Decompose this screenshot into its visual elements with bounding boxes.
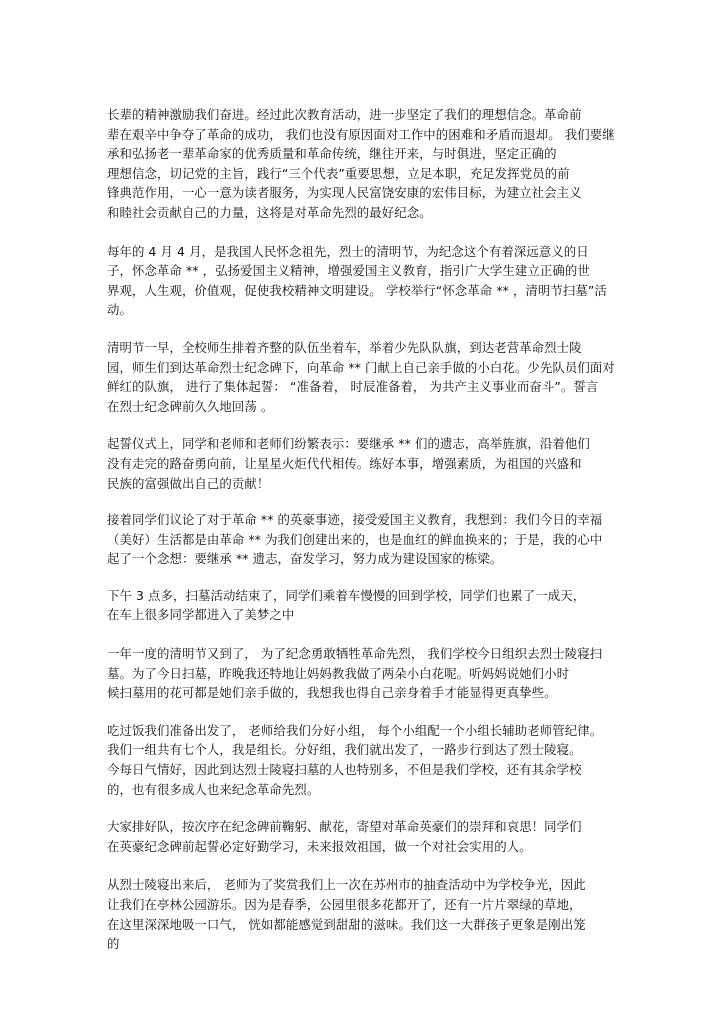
text-line: 吃过饭我们准备出发了， 老师给我们分好小组， 每个小组配一个小组长辅助老师管纪律。 xyxy=(107,722,603,738)
text-line: 辈在艰辛中争夺了革命的成功， 我们也没有原因面对工作中的困难和矛盾而退却。 我们要继 xyxy=(107,126,615,142)
paragraph-4 xyxy=(107,434,612,493)
text-line: 清明节一早，全校师生排着齐整的队伍坐着车，举着少先队队旗，到达老营革命烈士陵 xyxy=(107,339,582,355)
text-line: 动。 xyxy=(107,302,132,318)
text-line: 我们一组共有七个人，我是组长。分好组，我们就出发了，一路步行到达了烈士陵寝。 xyxy=(107,742,582,758)
paragraph-3 xyxy=(107,338,615,416)
text-line: 在这里深深地吸一口气， 恍如都能感觉到甜甜的滋味。我们这一大群孩子更象是刚出笼 xyxy=(107,916,586,932)
paragraph-1 xyxy=(107,105,615,223)
text-line: 和睦社会贡献自己的力量，这将是对革命先烈的最好纪念。 xyxy=(107,204,432,220)
text-line: 民族的富强做出自己的贡献！ xyxy=(107,475,270,491)
paragraph-10 xyxy=(107,875,612,953)
text-line: 从烈士陵寝出来后， 老师为了奖赏我们上一次在苏州市的抽查活动中为学校争光，因此 xyxy=(107,877,586,893)
text-line: （美好）生活都是由革命 ** 为我们创建出来的，也是血红的鲜血换来的；于是，我的心中 xyxy=(107,531,603,547)
text-line: 界观，人生观，价值观，促使我校精神文明建设。 学校举行“怀念革命 ** ，清明节扫墓”活 xyxy=(107,282,607,298)
text-line: 鲜红的队旗， 进行了集体起誓： “准备着， 时辰准备着， 为共产主义事业而奋斗”。誓言 xyxy=(107,379,599,395)
text-line: 墓。为了今日扫墓，昨晚我还特地让妈妈教我做了两朵小白花呢。听妈妈说她们小时 xyxy=(107,665,570,681)
text-line: 承和弘扬老一辈革命家的优秀质量和革命传统，继往开来，与时俱进，坚定正确的 xyxy=(107,146,557,162)
text-line: 下午 3 点多，扫墓活动结束了，同学们乘着车慢慢的回到学校，同学们也累了一成天， xyxy=(107,587,586,603)
paragraph-5 xyxy=(107,510,612,569)
text-line: 长辈的精神激励我们奋进。经过此次教育活动，进一步坚定了我们的理想信念。革命前 xyxy=(107,107,582,122)
paragraph-7 xyxy=(107,644,612,703)
paragraph-8 xyxy=(107,721,612,799)
text-line: 在车上很多同学都进入了美梦之中 xyxy=(107,607,295,623)
text-line: 今每日气情好，因此到达烈士陵寝扫墓的人也特别多，不但是我们学校，还有其余学校 xyxy=(107,762,582,778)
text-line: 在英豪纪念碑前起誓必定好勤学习，未来报效祖国，做一个对社会实用的人。 xyxy=(107,838,532,854)
text-line: 让我们在亭林公园游乐。因为是春季，公园里很多花都开了，还有一片片翠绿的草地， xyxy=(107,897,582,912)
text-line: 在烈士纪念碑前久久地回荡 。 xyxy=(107,398,274,414)
text-line: 每年的 4 月 4 月，是我国人民怀念祖先，烈士的清明节，为纪念这个有着深远意义的日 xyxy=(107,243,589,259)
text-line: 起誓仪式上，同学和老师和老师们纷繁表示：要继承 ** 们的遗志，高举旌旗，沿着他们 xyxy=(107,436,590,452)
text-line: 起了一个念想：要继承 ** 遗志，奋发学习，努力成为建设国家的栋梁。 xyxy=(107,551,503,567)
paragraph-6 xyxy=(107,586,612,625)
text-line: 园，师生们到达革命烈士纪念碑下，向革命 ** 门献上自己亲手做的小白花。少先队员们面对 xyxy=(107,359,615,375)
document-body xyxy=(107,105,615,954)
text-line: 没有走完的路奋勇向前，让星星火炬代代相传。练好本事，增强素质，为祖国的兴盛和 xyxy=(107,455,582,471)
text-line: 一年一度的清明节又到了， 为了纪念勇敢牺牲革命先烈， 我们学校今日组织去烈士陵寝扫 xyxy=(107,646,603,662)
text-line: 的 xyxy=(107,936,120,952)
paragraph-2 xyxy=(107,242,612,320)
text-line: 大家排好队，按次序在纪念碑前鞠躬、献花，寄望对革命英豪们的崇拜和哀思！同学们 xyxy=(107,819,582,835)
text-line: 理想信念，切记党的主旨，践行“三个代表”重要思想，立足本职，充足发挥党员的前 xyxy=(107,165,570,181)
text-line: 候扫墓用的花可都是她们亲手做的，我想我也得自己亲身着手才能显得更真挚些。 xyxy=(107,685,557,701)
text-line: 子，怀念革命 ** ，弘扬爱国主义精神，增强爱国主义教育，指引广大学生建立正确的世 xyxy=(107,263,590,279)
text-line: 锋典范作用，一心一意为读者服务，为实现人民富饶安康的宏伟目标，为建立社会主义 xyxy=(107,185,582,201)
paragraph-9 xyxy=(107,817,612,856)
text-line: 接着同学们议论了对于革命 ** 的英豪事迹，接受爱国主义教育，我想到：我们今日的幸福 xyxy=(107,512,603,528)
text-line: 的，也有很多成人也来纪念革命先烈。 xyxy=(107,781,320,797)
